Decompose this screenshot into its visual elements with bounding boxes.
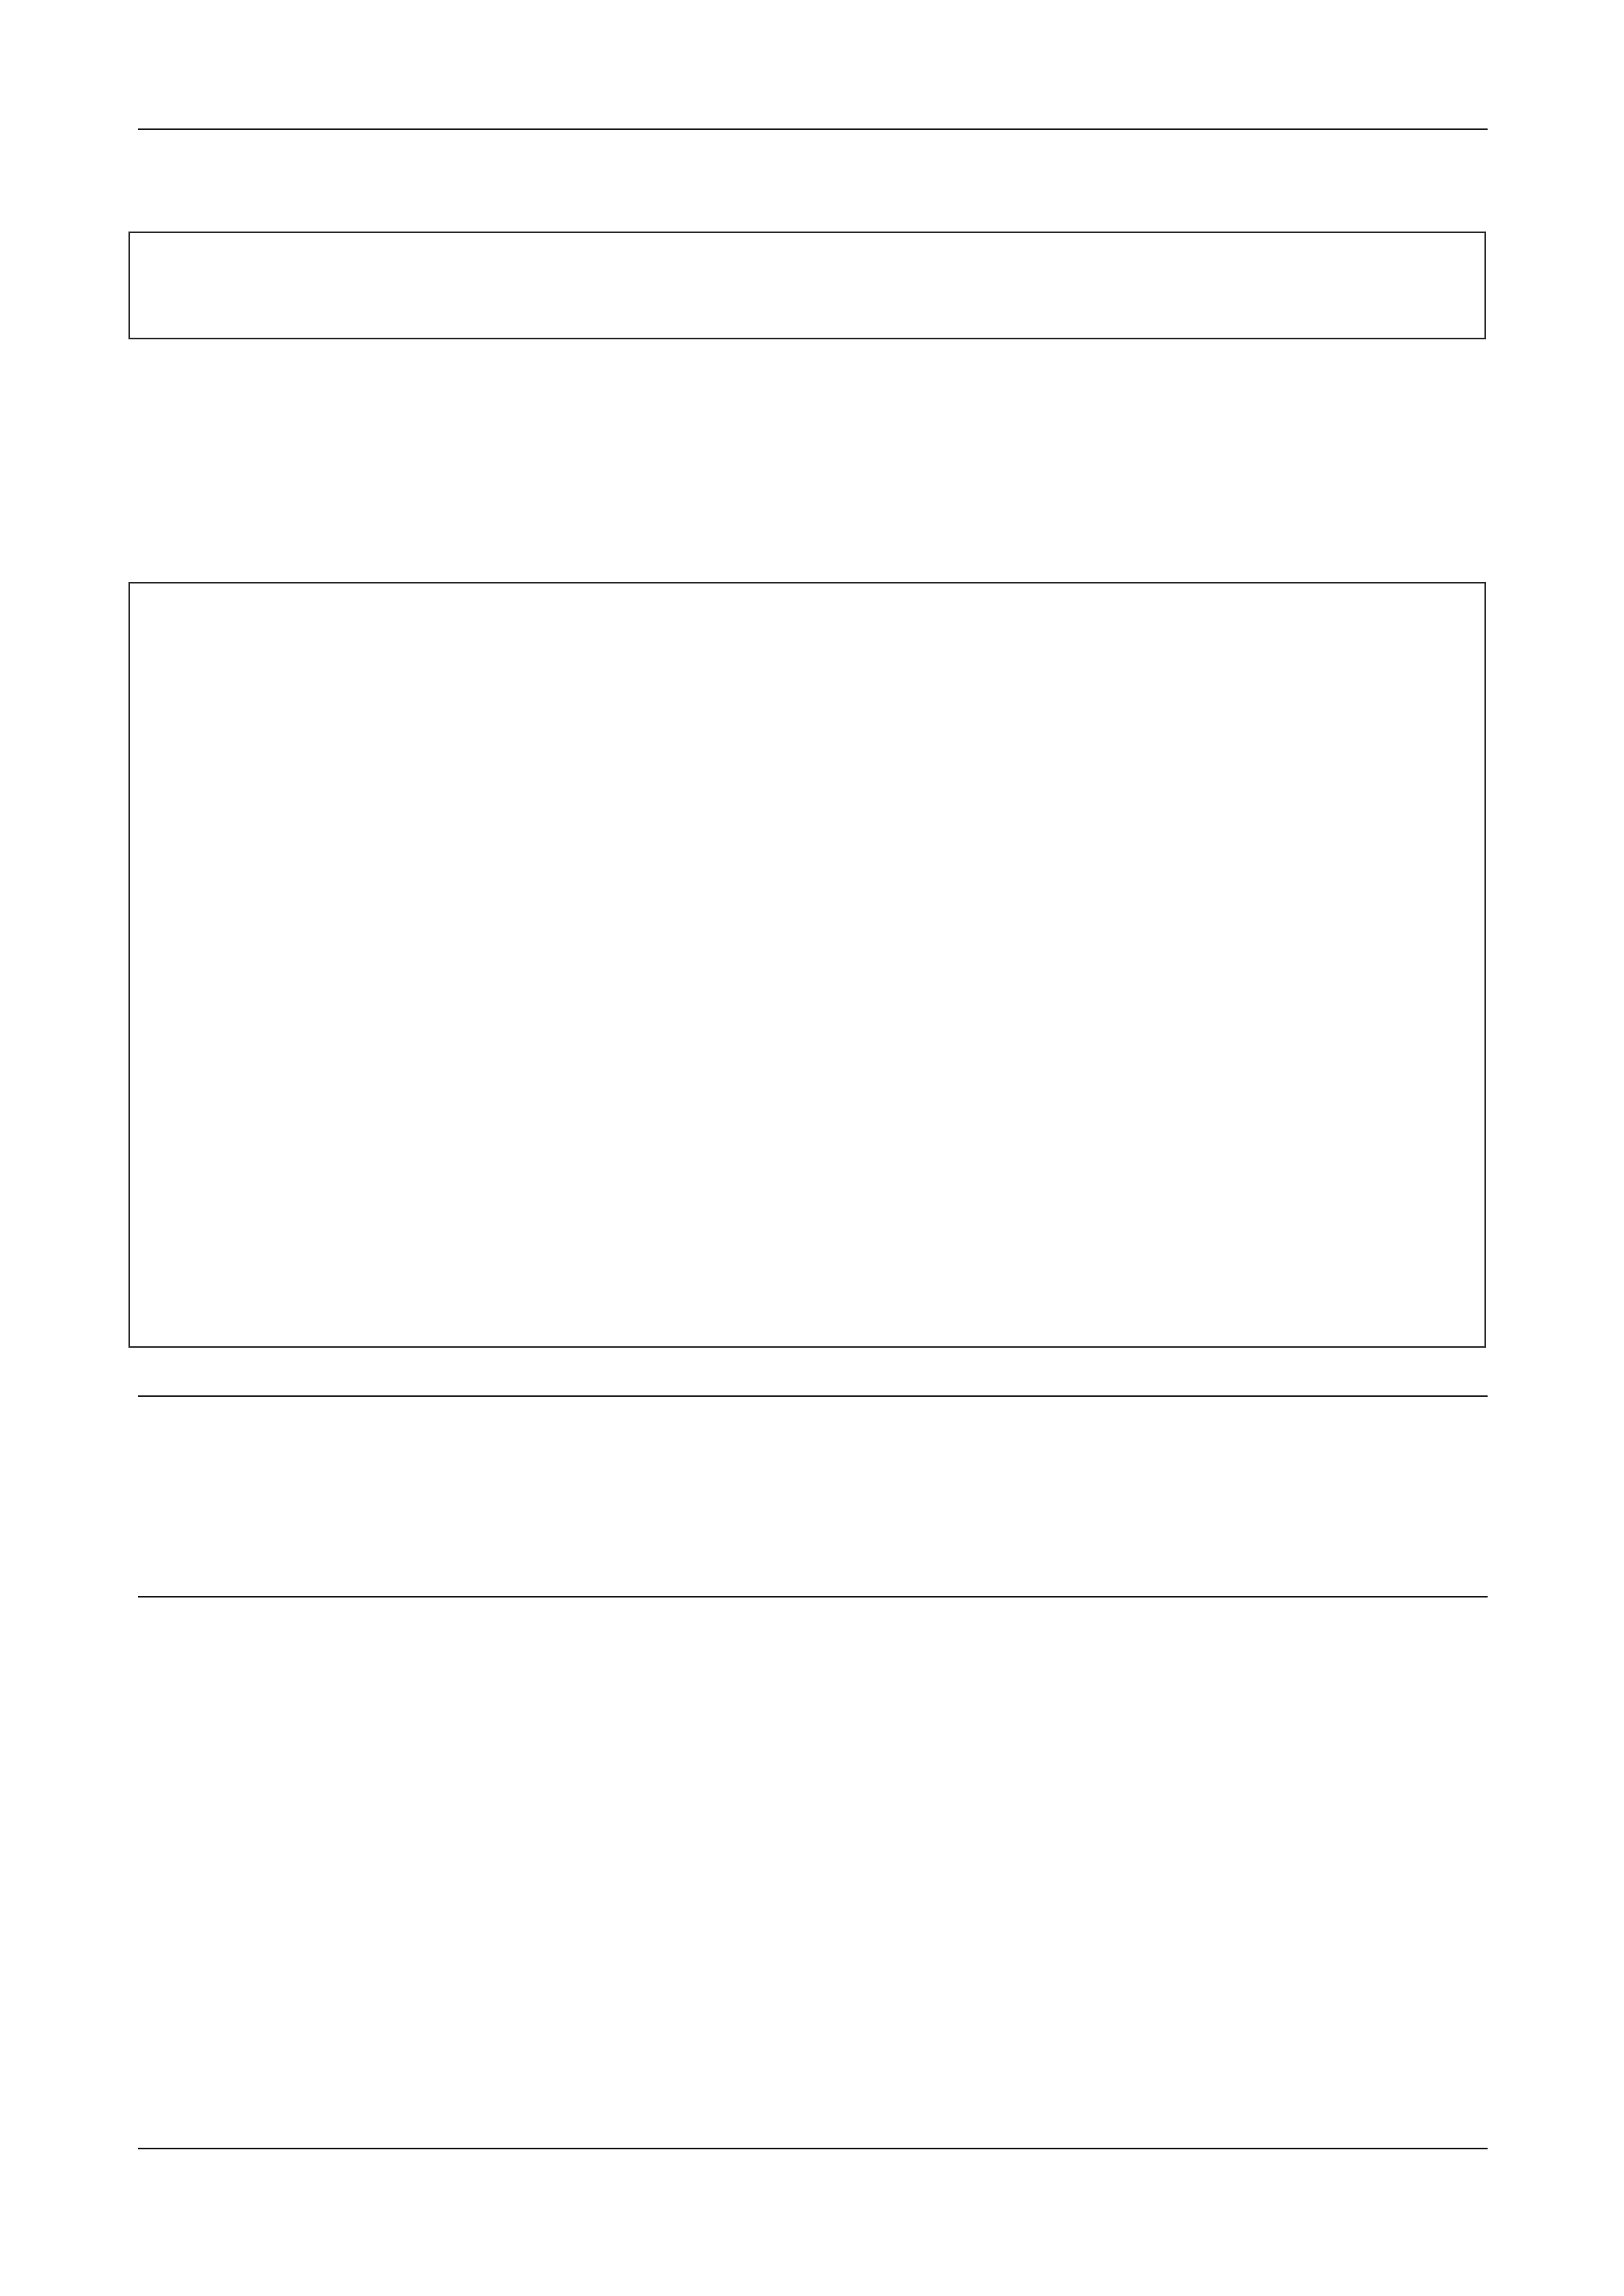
code-block-continued xyxy=(128,232,1486,339)
note-top-rule xyxy=(138,1395,1488,1397)
note-bottom-rule xyxy=(138,1596,1488,1598)
header-rule xyxy=(138,128,1488,130)
html-code-block xyxy=(128,582,1486,1348)
footer-rule xyxy=(138,2148,1488,2149)
